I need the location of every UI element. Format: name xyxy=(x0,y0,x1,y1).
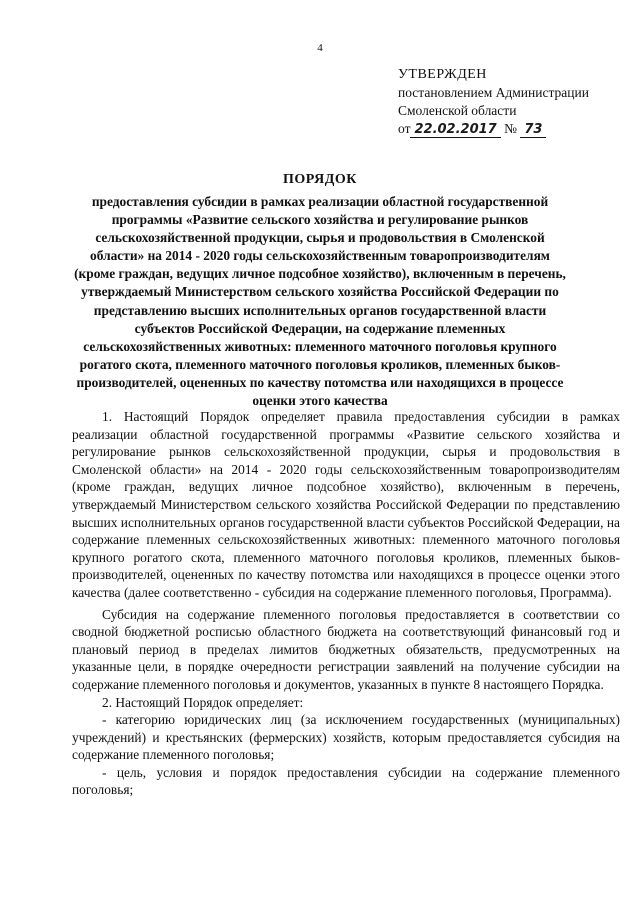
approval-date-line xyxy=(398,120,628,139)
paragraph-5: - цель, условия и порядок предоставления субсидии на содержание племенного поголовья; xyxy=(72,764,620,798)
paragraph-4: - категорию юридических лиц (за исключением государственных (муниципальных) учреждений) и крестьянских (фермерских) хозяйств, которым предоставляется субсидия на содержание племенного поголовья; xyxy=(72,712,620,763)
page-number: 4 xyxy=(317,42,323,54)
handwritten-date: 22.02.2017 xyxy=(410,122,500,138)
document-title: ПОРЯДОК xyxy=(283,172,357,187)
paragraph-2: Субсидия на содержание племенного поголовья предоставляется в соответствии со сводной бюджетной росписью областного бюджета на соответствующий финансовый год и плановый период в пределах лимитов бюджетных обязательств, предусмотренных на указанные цели, в порядке очередности регистрации заявлений на получение субсидии на содержание племенного поголовья и документов, указанных в пункте 8 настоящего Порядка. xyxy=(72,606,620,692)
date-prefix: от xyxy=(398,121,411,136)
document-subtitle: предоставления субсидии в рамках реализации областной государственной программы «Развитие сельского хозяйства и регулирование рынков сельскохозяйственной продукции, сырья и продовольствия в Смоленской области» на 2014 - 2020 годы сельскохозяйственным товаропроизводителям (кроме граждан, ведущих личное подсобное хозяйство), включенным в перечень, утверждаемый Министерством сельского хозяйства Российской Федерации по представлению высших исполнительных органов государственной власти субъектов Российской Федерации, на содержание племенных сельскохозяйственных животных: племенного маточного поголовья крупного рогатого скота, племенного маточного поголовья кроликов, племенных быков-производителей, оцененных по качеству потомства или находящихся в процессе оценки этого качества xyxy=(74,194,566,409)
document-body xyxy=(72,408,620,799)
approval-line-1: постановлением Администрации xyxy=(398,85,589,100)
approval-title: УТВЕРЖДЕН xyxy=(398,67,487,82)
paragraph-3: 2. Настоящий Порядок определяет: xyxy=(102,694,304,710)
handwritten-number: 73 xyxy=(520,122,546,138)
approval-block xyxy=(398,66,628,139)
approval-line-2: Смоленской области xyxy=(398,103,517,118)
number-prefix: № xyxy=(504,121,517,136)
paragraph-1: 1. Настоящий Порядок определяет правила предоставления субсидии в рамках реализации областной государственной программы «Развитие сельского хозяйства и регулирование рынков сельскохозяйственной продукции, сырья и продовольствия в Смоленской области» на 2014 - 2020 годы сельскохозяйственным товаропроизводителям (кроме граждан, ведущих личное подсобное хозяйство), включенным в перечень, утверждаемый Министерством сельского хозяйства Российской Федерации по представлению высших исполнительных органов государственной власти субъектов Российской Федерации, на содержание племенных сельскохозяйственных животных: племенного маточного поголовья крупного рогатого скота, племенного маточного поголовья кроликов, племенных быков-производителей, оцененных по качеству потомства или находящихся в процессе оценки этого качества (далее соответственно - субсидия на содержание племенного поголовья, Программа). xyxy=(72,409,620,600)
